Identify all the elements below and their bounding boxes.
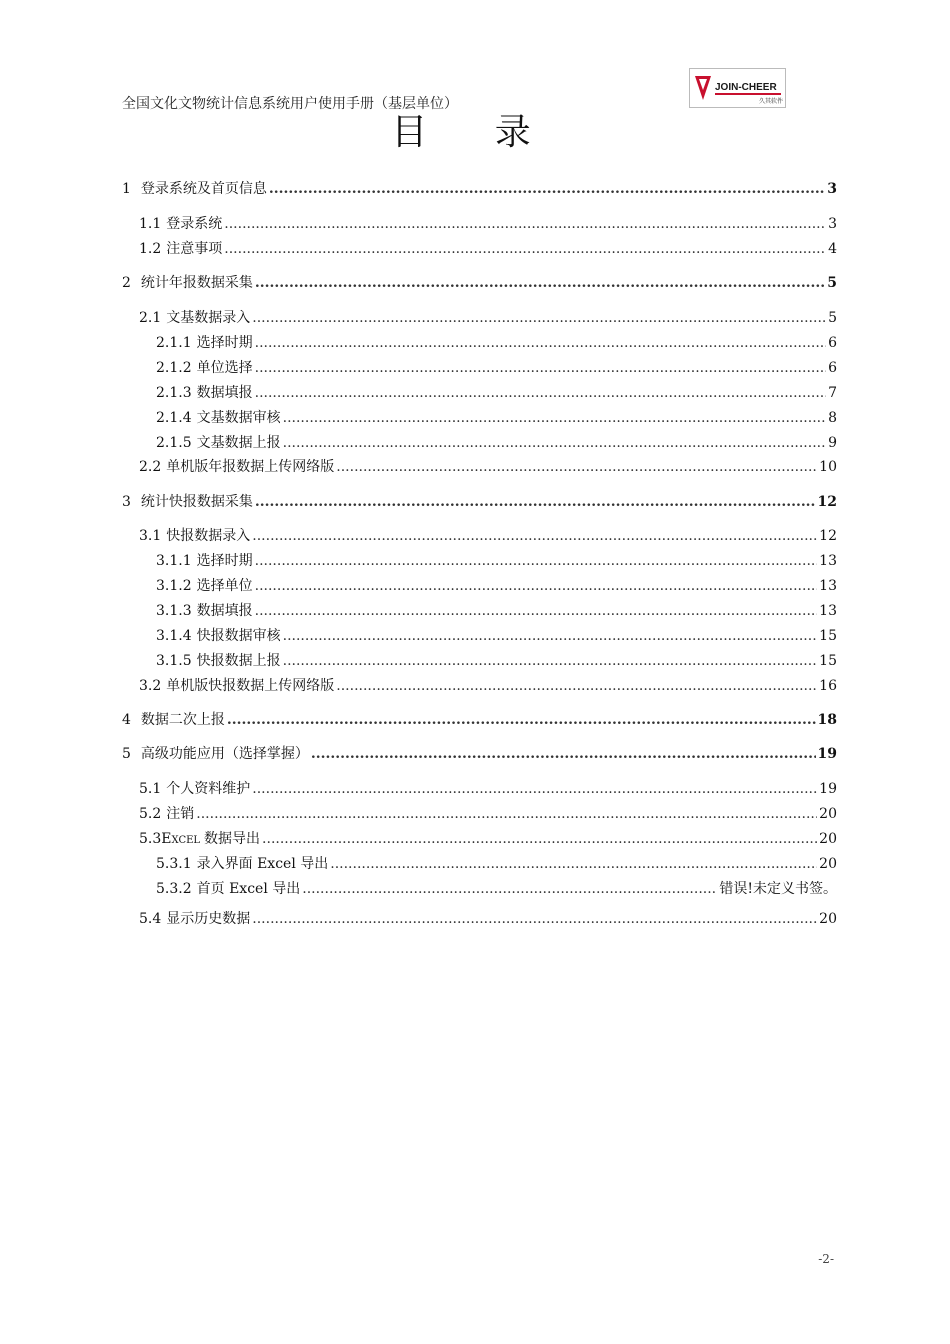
toc-entry-text: 统计年报数据采集 <box>140 275 253 291</box>
toc-entry-3-2[interactable] <box>139 677 837 695</box>
toc-entry-page-error: 错误!未定义书签。 <box>719 881 837 897</box>
toc-entry-number: 2 <box>122 275 131 291</box>
toc-entry-number: 2.1.2 <box>156 360 192 376</box>
dot-leader <box>196 805 817 823</box>
dot-leader <box>255 493 816 511</box>
toc-entry-number: 5.1 <box>139 781 162 797</box>
toc-entry-text: 选择时期 <box>196 335 253 351</box>
toc-entry-number: 5 <box>122 746 131 762</box>
toc-entry-number: 2.2 <box>139 459 162 475</box>
toc-entry-number: 3.1.3 <box>156 603 192 619</box>
toc-entry-text: 快报数据录入 <box>166 528 251 544</box>
toc-entry-text: 快报数据审核 <box>196 628 281 644</box>
toc-entry-number: 1.1 <box>139 216 162 232</box>
toc-entry-5[interactable] <box>122 745 837 763</box>
toc-entry-page: 5 <box>828 310 837 326</box>
toc-entry-number: 3.1.2 <box>156 578 192 594</box>
toc-entry-number: 1 <box>122 181 131 197</box>
dot-leader <box>283 627 818 645</box>
toc-entry-text: 登录系统及首页信息 <box>140 181 267 197</box>
toc-entry-3-1[interactable] <box>139 527 837 545</box>
dot-leader <box>252 910 817 928</box>
toc-entry-number: 3.1.4 <box>156 628 192 644</box>
toc-entry-page: 19 <box>817 746 837 762</box>
toc-entry-5-1[interactable] <box>139 780 837 798</box>
toc-entry-number: 3.1 <box>139 528 162 544</box>
dot-leader <box>302 880 717 898</box>
toc-entry-text: 个人资料维护 <box>166 781 251 797</box>
toc-entry-text: 统计快报数据采集 <box>140 494 253 510</box>
toc-entry-text: 选择单位 <box>196 578 253 594</box>
toc-entry-page: 20 <box>819 806 837 822</box>
toc-entry-number: 5.4 <box>139 911 162 927</box>
page-number: -2- <box>818 1252 834 1266</box>
toc-entry-number: 3.2 <box>139 678 162 694</box>
toc-entry-3-1-1[interactable] <box>156 552 837 570</box>
toc-entry-page: 6 <box>828 335 837 351</box>
toc-entry-text: 首页 Excel 导出 <box>196 881 301 897</box>
toc-entry-number: 3 <box>122 494 131 510</box>
toc-entry-5-3-2[interactable] <box>156 880 837 898</box>
toc-entry-page: 16 <box>819 678 837 694</box>
svg-text:久其软件: 久其软件 <box>759 98 784 105</box>
toc-entry-page: 3 <box>828 216 837 232</box>
toc-entry-page: 15 <box>819 653 837 669</box>
dot-leader <box>283 434 826 452</box>
dot-leader <box>252 780 817 798</box>
dot-leader <box>224 240 826 258</box>
dot-leader <box>336 677 817 695</box>
toc-title: 目 录 <box>391 112 559 153</box>
toc-entry-page: 9 <box>828 435 837 451</box>
dot-leader <box>255 552 818 570</box>
toc-entry-page: 19 <box>819 781 837 797</box>
toc-entry-2-1-5[interactable] <box>156 434 837 452</box>
dot-leader <box>252 527 817 545</box>
toc-entry-page: 20 <box>819 856 837 872</box>
toc-entry-page: 18 <box>817 712 837 728</box>
toc-entry-text: 数据二次上报 <box>140 712 225 728</box>
toc-entry-number: 2.1.5 <box>156 435 192 451</box>
dot-leader <box>255 577 818 595</box>
toc-entry-page: 20 <box>819 911 837 927</box>
toc-entry-text: 单机版年报数据上传网络版 <box>166 459 335 475</box>
dot-leader <box>283 652 818 670</box>
toc-entry-page: 7 <box>828 385 837 401</box>
toc-entry-page: 20 <box>819 831 837 847</box>
toc-entry-text: 单位选择 <box>196 360 253 376</box>
toc-entry-number: 2.1.3 <box>156 385 192 401</box>
toc-entry-2-1[interactable] <box>139 309 837 327</box>
toc-entry-number: 3.1.5 <box>156 653 192 669</box>
toc-entry-5-3[interactable] <box>139 830 837 848</box>
toc-entry-text: 文基数据审核 <box>196 410 281 426</box>
toc-entry-2-1-1[interactable] <box>156 334 837 352</box>
toc-entry-text: 注销 <box>166 806 195 822</box>
dot-leader <box>252 309 826 327</box>
dot-leader <box>255 334 826 352</box>
toc-entry-number: 5.3 <box>139 831 162 847</box>
toc-entry-2-1-2[interactable] <box>156 359 837 377</box>
svg-text:JOIN-CHEER: JOIN-CHEER <box>715 82 777 93</box>
toc-entry-number: 3.1.1 <box>156 553 192 569</box>
toc-entry-page: 13 <box>819 603 837 619</box>
toc-entry-page: 5 <box>827 275 837 291</box>
toc-entry-text: 录入界面 Excel 导出 <box>196 856 329 872</box>
toc-entry-3-1-5[interactable] <box>156 652 837 670</box>
toc-entry-number: 5.2 <box>139 806 162 822</box>
toc-entry-number: 2.1.4 <box>156 410 192 426</box>
toc-entry-text-xcel: XCEL <box>171 835 201 846</box>
toc-entry-text: 单机版快报数据上传网络版 <box>166 678 335 694</box>
dot-leader <box>224 215 826 233</box>
toc-entry-3[interactable] <box>122 493 837 511</box>
toc-entry-text-e: E <box>161 831 172 847</box>
toc-entry-2-1-3[interactable] <box>156 384 837 402</box>
toc-entry-number: 5.3.1 <box>156 856 192 872</box>
toc-entry-5-3-1[interactable] <box>156 855 837 873</box>
dot-leader <box>255 274 825 292</box>
toc-entry-text: 快报数据上报 <box>196 653 281 669</box>
toc-entry-text: 选择时期 <box>196 553 253 569</box>
toc-entry-1[interactable] <box>122 180 837 198</box>
toc-entry-page: 4 <box>828 241 837 257</box>
toc-entry-text: 文基数据上报 <box>196 435 281 451</box>
toc-entry-5-4[interactable] <box>139 910 837 928</box>
toc-entry-5-2[interactable] <box>139 805 837 823</box>
toc-entry-3-1-2[interactable] <box>156 577 837 595</box>
toc-entry-2[interactable] <box>122 274 837 292</box>
toc-entry-page: 12 <box>819 528 837 544</box>
toc-entry-1-1[interactable] <box>139 215 837 233</box>
dot-leader <box>255 602 818 620</box>
dot-leader <box>283 409 826 427</box>
toc-entry-1-2[interactable] <box>139 240 837 258</box>
dot-leader <box>262 830 817 848</box>
dot-leader <box>255 384 826 402</box>
dot-leader <box>336 458 817 476</box>
toc-entry-number: 2.1.1 <box>156 335 192 351</box>
toc-entry-3-1-4[interactable] <box>156 627 837 645</box>
toc-entry-4[interactable] <box>122 711 837 729</box>
toc-entry-text: 文基数据录入 <box>166 310 251 326</box>
toc-entry-text: 数据填报 <box>196 385 253 401</box>
toc-entry-page: 13 <box>819 553 837 569</box>
toc-entry-text: 数据填报 <box>196 603 253 619</box>
dot-leader <box>227 711 816 729</box>
dot-leader <box>330 855 817 873</box>
toc-entry-text: 显示历史数据 <box>166 911 251 927</box>
toc-entry-page: 8 <box>828 410 837 426</box>
toc-entry-page: 10 <box>819 459 837 475</box>
dot-leader <box>269 180 825 198</box>
toc-entry-number: 4 <box>122 712 131 728</box>
toc-entry-2-2[interactable] <box>139 458 837 476</box>
toc-entry-page: 15 <box>819 628 837 644</box>
dot-leader <box>311 745 816 763</box>
toc-entry-page: 13 <box>819 578 837 594</box>
dot-leader <box>255 359 826 377</box>
toc-entry-text: 登录系统 <box>166 216 223 232</box>
toc-entry-3-1-3[interactable] <box>156 602 837 620</box>
toc-entry-2-1-4[interactable] <box>156 409 837 427</box>
toc-entry-page: 6 <box>828 360 837 376</box>
toc-entry-number: 5.3.2 <box>156 881 192 897</box>
toc-entry-number: 2.1 <box>139 310 162 326</box>
toc-entry-page: 3 <box>827 181 837 197</box>
toc-entry-text: 注意事项 <box>166 241 223 257</box>
toc-entry-number: 1.2 <box>139 241 162 257</box>
toc-entry-page: 12 <box>817 494 837 510</box>
document-header-title: 全国文化文物统计信息系统用户使用手册（基层单位） <box>122 96 458 112</box>
toc-entry-text: 高级功能应用（选择掌握） <box>140 746 309 762</box>
toc-entry-text: 数据导出 <box>204 831 261 847</box>
